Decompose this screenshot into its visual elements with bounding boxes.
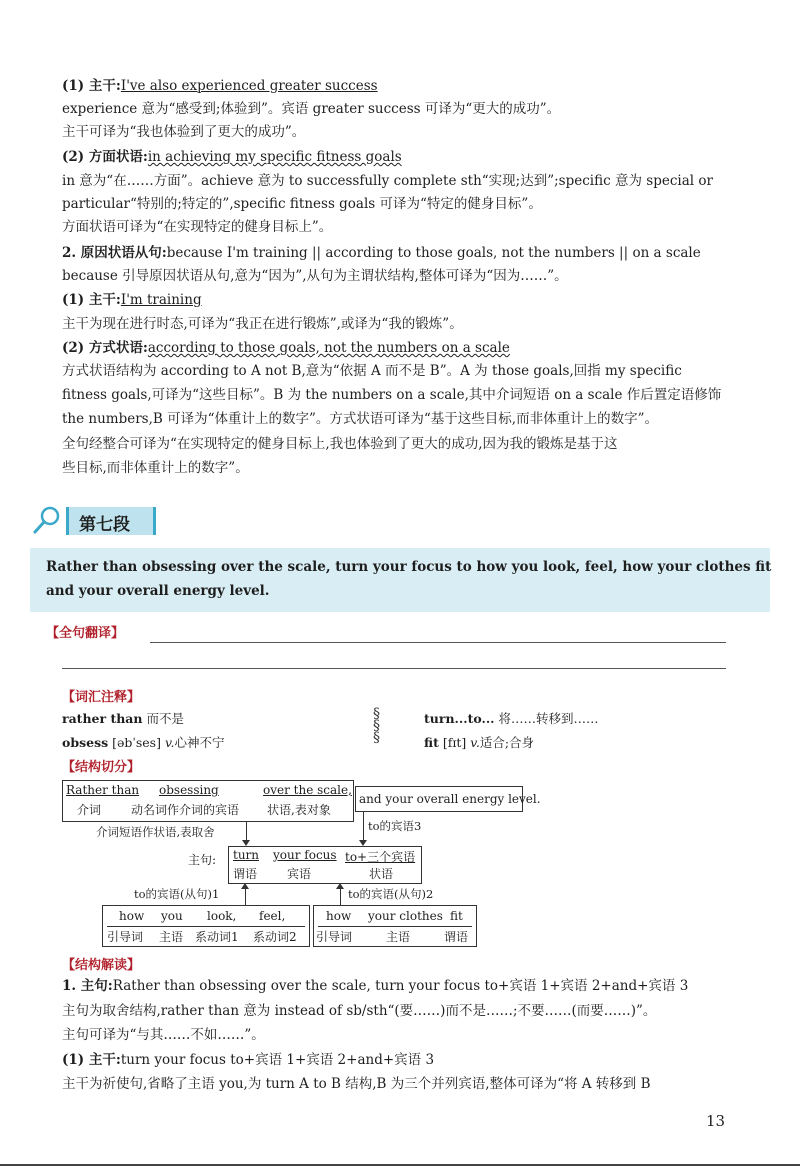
arrow-from-box-b [340, 889, 341, 905]
word-fit: fit [450, 909, 463, 923]
line-11: 主干为现在进行时态,可译为“我正在进行锻炼”,或译为“我的锻炼”。 [62, 316, 463, 332]
role-adverbial-object: 状语,表对象 [267, 803, 331, 817]
vocab-phonetic: [fɪt] [442, 735, 467, 750]
note-obj3: to的宾语3 [368, 819, 422, 833]
word-obsessing: obsessing [159, 783, 219, 797]
arrow-head-3 [241, 883, 249, 889]
note-obj2: to的宾语(从句)2 [348, 887, 434, 901]
analysis-line-4 [62, 1050, 434, 1070]
arrow-head-4 [336, 883, 344, 889]
word-look: look, [207, 909, 237, 923]
word-your-focus: your focus [273, 848, 337, 862]
word-how: how [326, 909, 352, 923]
line-1 [62, 76, 378, 96]
role-introducer: 引导词 [107, 930, 144, 944]
word-your-clothes: your clothes [368, 909, 443, 923]
vocab-label: 【词汇注释】 [62, 690, 141, 705]
line-9: because 引导原因状语从句,意为“因为”,从句为主谓状结构,整体可译为“因为……”。 [62, 268, 568, 284]
line-14: fitness goals,可译为“这些目标”。B 为 the numbers on a scale,其中介词短语 on a scale 作后置定语修饰 [62, 387, 722, 403]
main-clause-text: I've also experienced greater success [120, 78, 378, 94]
vocab-word: rather than [62, 711, 143, 726]
vocab-pos: v. [470, 735, 480, 750]
role-predicate: 谓语 [233, 867, 258, 881]
translation-line-1 [150, 642, 726, 643]
phrase-energy-level: and your overall energy level. [359, 792, 541, 806]
word-turn: turn [233, 848, 260, 862]
analysis-line-1 [62, 976, 688, 996]
sentence-line-2: and your overall energy level. [46, 583, 270, 599]
line-13: 方式状语结构为 according to A not B,意为“依据 A 而不是 B”。A 为 those goals,回指 my specific [62, 363, 682, 379]
section-title: 第七段 [79, 515, 130, 535]
role-subject: 主语 [386, 930, 411, 944]
translation-line-2 [62, 668, 726, 669]
main-clause-2-text: I'm training [120, 292, 202, 308]
vocab-word: fit [424, 735, 439, 750]
label-main-clause: (1) 主干: [62, 78, 121, 94]
analysis-label: 【结构解读】 [62, 958, 141, 973]
label-manner-adverbial: (2) 方式状语: [62, 340, 148, 356]
structure-main-box [228, 846, 422, 884]
box-a-divider [107, 926, 305, 927]
word-to-three-objects: to+三个宾语 [345, 850, 416, 864]
line-8 [62, 243, 701, 263]
analysis-line-5: 主干为祈使句,省略了主语 you,为 turn A to B 结构,B 为三个并列宾语,整体可译为“将 A 转移到 B [62, 1076, 651, 1092]
arrow-to-main-1 [246, 821, 247, 841]
label-reason-clause: 2. 原因状语从句: [62, 245, 167, 261]
vocab-meaning: 心神不宁 [174, 735, 225, 750]
vocab-meaning: 将……转移到…… [498, 711, 599, 726]
box-b-divider [318, 926, 472, 927]
vocab-pos: v. [164, 735, 175, 750]
vocab-item-fit [424, 733, 534, 753]
word-rather-than: Rather than [66, 783, 140, 797]
structure-top-box [62, 780, 354, 822]
word-over-the-scale: over the scale, [263, 783, 352, 797]
role-introducer: 引导词 [316, 930, 353, 944]
word-how: how [119, 909, 145, 923]
vocab-phonetic: [əbˈses] [112, 735, 161, 750]
structure-label: 【结构切分】 [62, 760, 141, 775]
main-label: 主句: [188, 853, 217, 867]
vocab-word: turn...to... [424, 711, 495, 726]
word-feel: feel, [259, 909, 286, 923]
structure-right-box [355, 786, 541, 812]
role-predicate: 谓语 [444, 930, 469, 944]
arrow-to-main-2 [363, 811, 364, 841]
word-you: you [161, 909, 183, 923]
vocab-word: obsess [62, 735, 109, 750]
structure-box-a [102, 905, 310, 947]
section-title-box [66, 507, 156, 535]
main-sentence-text: Rather than obsessing over the scale, turn your focus to+宾语 1+宾语 2+and+宾语 3 [112, 978, 689, 994]
role-object: 宾语 [287, 867, 312, 881]
label-main-sentence: 1. 主句: [62, 978, 113, 994]
vocab-item-turn-to [424, 709, 599, 729]
role-adverbial: 状语 [369, 867, 394, 881]
sentence-line-1: Rather than obsessing over the scale, turn your focus to how you look, feel, how your clothes fit [46, 559, 772, 575]
vocab-item-obsess [62, 733, 225, 753]
role-linking-verb-1: 系动词1 [195, 930, 239, 944]
line-17: 些目标,而非体重计上的数字”。 [62, 460, 249, 476]
line-4 [62, 147, 402, 167]
line-5: in 意为“在……方面”。achieve 意为 to successfully complete sth“实现;达到”;specific 意为 special or [62, 173, 713, 189]
analysis-line-2: 主句为取舍结构,rather than 意为 instead of sb/sth“(要……)而不是……;不要……(而要……)”。 [62, 1003, 657, 1019]
line-7: 方面状语可译为“在实现特定的健身目标上”。 [62, 219, 333, 235]
line-15: the numbers,B 可译为“体重计上的数字”。方式状语可译为“基于这些目标,而非体重计上的数字”。 [62, 411, 659, 427]
line-6: particular“特别的;特定的”,specific fitness goals 可译为“特定的健身目标”。 [62, 196, 542, 212]
vocab-meaning: 适合;合身 [479, 735, 535, 750]
line-10 [62, 290, 202, 310]
line-2: experience 意为“感受到;体验到”。宾语 greater success 可译为“更大的成功”。 [62, 101, 561, 117]
page-number: 13 [706, 1112, 726, 1130]
note-adverbial-choice: 介词短语作状语,表取舍 [96, 825, 215, 839]
magnifier-icon [32, 505, 62, 539]
label-main-clause-2: (1) 主干: [62, 292, 121, 308]
line-3: 主干可译为“我也体验到了更大的成功”。 [62, 124, 306, 140]
note-obj1: to的宾语(从句)1 [134, 887, 220, 901]
vocab-meaning: 而不是 [146, 711, 184, 726]
aspect-adverbial-text: in achieving my specific fitness goals [147, 149, 402, 165]
label-aspect-adverbial: (2) 方面状语: [62, 149, 148, 165]
role-subject: 主语 [159, 930, 184, 944]
arrow-from-box-a [245, 889, 246, 905]
role-gerund-object: 动名词作介词的宾语 [131, 803, 240, 817]
line-16: 全句经整合可译为“在实现特定的健身目标上,我也体验到了更大的成功,因为我的锻炼是基于这 [62, 436, 618, 452]
wave-divider-icon: § § § [373, 706, 380, 746]
translation-label: 【全句翻译】 [46, 626, 125, 641]
vocab-item-rather-than [62, 709, 184, 729]
reason-clause-text: because I'm training || according to those goals, not the numbers || on a scale [166, 245, 701, 261]
role-linking-verb-2: 系动词2 [253, 930, 297, 944]
label-main-clause-3: (1) 主干: [62, 1052, 121, 1068]
main-clause-3-text: turn your focus to+宾语 1+宾语 2+and+宾语 3 [120, 1052, 435, 1068]
structure-box-b [313, 905, 477, 947]
sentence-banner [30, 548, 770, 612]
bottom-rule [0, 1164, 800, 1166]
analysis-line-3: 主句可译为“与其……不如……”。 [62, 1027, 265, 1043]
manner-adverbial-text: according to those goals, not the numbers on a scale [147, 340, 510, 356]
line-12 [62, 338, 510, 358]
role-preposition: 介词 [77, 803, 102, 817]
